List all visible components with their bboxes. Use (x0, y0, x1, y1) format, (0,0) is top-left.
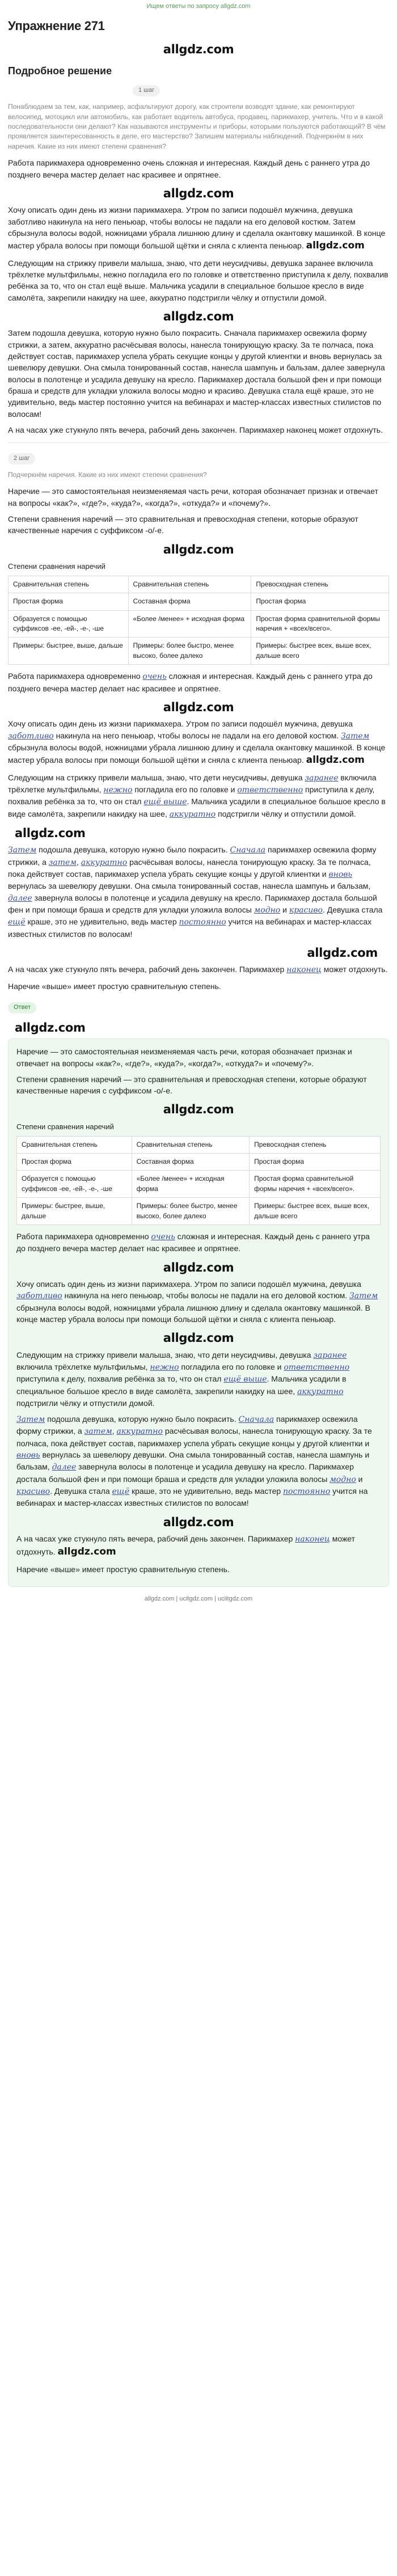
paragraph-text: А на часах уже стукнуло пять вечера, рабочий день закончен. Парикмахер (8, 965, 285, 974)
table-row (9, 593, 389, 610)
paragraph (16, 1349, 381, 1409)
adverb: вновь (16, 1451, 40, 1460)
adverb: Затем (16, 1415, 45, 1425)
task-text: Подчеркнём наречия. Какие из них имеют степени сравнения? (8, 471, 207, 479)
paragraph: Степени сравнения наречий — это сравнительная и превосходная степени, которые образуют качественные наречия с суффиксом -о/-е. (8, 514, 358, 535)
paragraph-text: А на часах уже стукнуло пять вечера, рабочий день закончен. Парикмахер (16, 1534, 293, 1543)
table-cell: «Более /менее» + исходная форма (132, 1171, 249, 1198)
paragraph-text: и (282, 905, 287, 914)
paragraph: Следующим на стрижку привели малыша, знаю, что дети неусидчивы, девушка заранее включила трёхлетке мультфильмы, нежно погладила его по головке и ответственно приступила к делу, похвалив ребёнка за то, что он стал ещё выше. Мальчика усадили в специальное большое кресло в виде самолёта, закрепили накидку на шее, аккуратно подстригли чёлку и отпустили домой. (8, 258, 388, 302)
table-row (17, 1171, 381, 1198)
paragraph-text: сбрызнула волосы водой, ножницами убрала лишнюю длину и сделала окантовку машинкой. В конце мастер убрала волосы при помощи большой щётки и сняла с клиента пеньюар. (16, 1303, 370, 1324)
watermark: allgdz.com (163, 542, 234, 556)
watermark: allgdz.com (163, 310, 234, 323)
paragraph (16, 1533, 381, 1559)
adverb: заботливо (16, 1291, 62, 1301)
adverb: модно (330, 1475, 356, 1484)
table-cell: Примеры: более быстро, менее высоко, более далеко (132, 1198, 249, 1225)
table-cell: Примеры: быстрее всех, выше всех, дальше всего (250, 1198, 381, 1225)
paragraph-text: краше, это не удивительно, ведь мастер (132, 1486, 281, 1496)
table-cell: Сравнительная степень (132, 1136, 249, 1153)
paragraph-text: Хочу описать один день из жизни парикмахера. Утром по записи подошёл мужчина, девушка (8, 719, 353, 729)
paragraph-text: . Девушка стала (322, 905, 383, 914)
table-cell: «Более /менее» + исходная форма (128, 610, 251, 637)
paragraph: Работа парикмахера одновременно очень сложная и интересная. Каждый день с раннего утра до позднего вечера мастер делает нас красивее и опрятнее. (8, 158, 370, 179)
paragraph-text: , (76, 857, 79, 867)
paragraph-text: накинула на него пеньюар, чтобы волосы не падали на его деловой костюм. (56, 730, 339, 740)
paragraph-text: вернулась за шевелюру девушки. Она смыла тонированный состав, нанесла шампунь и бальзам, (8, 881, 371, 891)
adverb: наконец (295, 1534, 330, 1544)
paragraph (8, 718, 389, 767)
adverb: заранее (313, 1350, 347, 1360)
paragraph-text: подстригли чёлку и отпустили домой. (16, 1398, 155, 1408)
adverb: постоянно (283, 1487, 331, 1496)
adverb: красиво (16, 1487, 50, 1496)
adverb: красиво (289, 905, 323, 915)
adverb: очень (142, 672, 167, 682)
adverb: постоянно (179, 918, 226, 927)
page-content (0, 17, 397, 1610)
paragraph-text: включила трёхлетке мультфильмы, (8, 772, 377, 795)
watermark: allgdz.com (15, 1020, 86, 1034)
table-cell: Примеры: более быстро, менее высоко, более далеко (128, 637, 251, 665)
adverb: Сначала (238, 1415, 274, 1425)
paragraph-text: , (112, 1426, 115, 1436)
paragraph: Наречие — это самостоятельная неизменяемая часть речи, которая обозначает признак и отвечает на вопросы «как?», «где?», «куда?», «когда?», «откуда?» и «почему?». (16, 1047, 352, 1068)
table-cell: Сравнительная степень (17, 1136, 132, 1153)
adverb: вновь (328, 870, 353, 880)
answer-badge: Ответ (8, 1002, 36, 1013)
watermark: allgdz.com (163, 1103, 234, 1117)
watermark: allgdz.com (307, 945, 378, 960)
watermark: allgdz.com (57, 1546, 116, 1558)
paragraph-text: и (358, 1474, 363, 1484)
paragraph-text: подошла девушка, которую нужно было покрасить. (39, 845, 228, 855)
paragraph-text: . Мальчика усадили в специальное большое кресло в виде самолёта, закрепили накидку на шее, (16, 1374, 347, 1396)
adverb: затем (84, 1427, 112, 1437)
footer: allgdz.com | ucitgdz.com | uciitgdz.com (144, 1595, 253, 1603)
watermark: allgdz.com (163, 700, 234, 714)
adverb: аккуратно (297, 1387, 344, 1396)
adverb: Сначала (230, 846, 266, 855)
table-row (9, 576, 389, 593)
step-badge: 1 шаг (133, 85, 160, 96)
paragraph (8, 772, 389, 820)
paragraph (8, 670, 389, 694)
table-cell: Сравнительная степень (128, 576, 251, 593)
table-cell: Образуется с помощью суффиксов -ее, -ей-, -е-, -ше (9, 610, 129, 637)
paragraph-text: парикмахер освежила форму стрижки, а (8, 845, 377, 867)
table-cell: Простая форма (17, 1154, 132, 1171)
paragraph-text: подстригли чёлку и отпустили домой. (218, 809, 356, 818)
adverb: далее (52, 1463, 77, 1472)
adverb: Затем (349, 1291, 378, 1301)
adverb: Затем (8, 846, 37, 855)
paragraph-text: Следующим на стрижку привели малыша, знаю, что дети неусидчивы, девушка (16, 1350, 311, 1359)
table-cell: Примеры: быстрее, выше, дальше (9, 637, 129, 665)
adverb: ещё (112, 1487, 130, 1496)
paragraph-text: погладила его по головке и (181, 1362, 282, 1371)
divider (8, 442, 389, 443)
watermark: allgdz.com (163, 1331, 234, 1345)
task-text: Понаблюдаем за тем, как, например, асфальтируют дорогу, как строители возводят здание, как ремонтируют велосипед, мотоцикл или автомобиль, как работает водитель автобуса, продавец, парикмахер, учитель. Что и в какой последовательности они делают? Как называются инструменты и приборы, которыми пользуются работающий? В чём проявляется заинтересованность в деле, его мастерство? Запишем материалы наблюдений. Подчеркнём в них наречия. Какие из них имеют степени сравнения? (8, 103, 386, 150)
adverb: затем (48, 858, 77, 867)
adverb: ещё выше (223, 1375, 267, 1384)
paragraph-text: накинула на него пеньюар, чтобы волосы не падали на его деловой костюм. (64, 1291, 348, 1300)
adverb: нежно (150, 1362, 179, 1372)
table-row (9, 610, 389, 637)
paragraph (8, 964, 389, 975)
paragraph-text: сложная и интересная. Каждый день с раннего утра до позднего вечера мастер делает нас красивее и опрятнее. (8, 672, 373, 693)
paragraph (8, 204, 389, 253)
table-cell: Сравнительная степень (9, 576, 129, 593)
paragraph: А на часах уже стукнуло пять вечера, рабочий день закончен. Парикмахер наконец может отдохнуть. (8, 425, 383, 434)
paragraph-text: может отдохнуть. (323, 965, 388, 974)
adverb: ответственно (237, 786, 303, 795)
paragraph-text: . Мальчика усадили в специальное большое кресло в виде самолёта, закрепили накидку на шее, (8, 797, 386, 818)
adverb: модно (254, 905, 281, 915)
paragraph-text: расчёсывая волосы, нанесла тонирующую краску. За те полчаса, пока действует состав, парикмахер успела убрать секущие концы у другой клиентки и (16, 1426, 372, 1448)
paragraph-text: приступила к делу, похвалив ребёнка за то, что он стал (8, 785, 375, 806)
step-badge: 2 шаг (8, 453, 35, 464)
adverb: ещё (8, 918, 26, 927)
watermark: allgdz.com (15, 826, 86, 840)
paragraph: Степени сравнения наречий — это сравнительная и превосходная степени, которые образуют качественные наречия с суффиксом -о/-е. (16, 1074, 367, 1096)
table-cell: Примеры: быстрее, выше, дальше (17, 1198, 132, 1225)
watermark: allgdz.com (163, 186, 234, 200)
paragraph (16, 1413, 381, 1509)
adverb: далее (8, 893, 32, 903)
paragraph-text: подошла девушка, которую нужно было покрасить. (47, 1414, 236, 1424)
watermark: allgdz.com (163, 1260, 234, 1274)
paragraph-text: сложная и интересная. Каждый день с раннего утра до позднего вечера мастер делает нас красивее и опрятнее. (16, 1232, 370, 1253)
paragraph-text: краше, это не удивительно, ведь мастер (27, 917, 177, 927)
paragraph-text: учится на вебинарах и мастер-классах известных стилистов по волосам! (8, 917, 372, 939)
adverb: наконец (286, 965, 322, 975)
table-cell: Простая форма (251, 593, 389, 610)
paragraph-text: учится на вебинарах и мастер-классах известных стилистов по волосам! (16, 1486, 368, 1508)
paragraph-text: Работа парикмахера одновременно (8, 672, 141, 681)
adverb: очень (151, 1232, 175, 1242)
table-row (17, 1136, 381, 1153)
paragraph-text: Следующим на стрижку привели малыша, знаю, что дети неусидчивы, девушка (8, 772, 303, 782)
adverb: заботливо (8, 731, 54, 741)
watermark: allgdz.com (163, 42, 234, 56)
watermark: allgdz.com (306, 240, 365, 252)
table-title: Степени сравнения наречий (16, 1122, 114, 1131)
paragraph-text: Хочу описать один день из жизни парикмахера. Утром по записи подошёл мужчина, девушка (16, 1279, 361, 1289)
paragraph-text: завернула волосы в полотенце и усадила девушку на кресло. Парикмахер достала большой фен и при помощи браша и средств для укладки уложила волосы (8, 893, 377, 914)
paragraph: Наречие — это самостоятельная неизменяемая часть речи, которая обозначает признак и отвечает на вопросы «как?», «где?», «куда?», «когда?», «откуда?» и «почему?». (8, 487, 378, 508)
footer-link[interactable]: ucitgdz.com (179, 1595, 213, 1603)
adverb: аккуратно (81, 858, 128, 867)
adverb: аккуратно (116, 1427, 163, 1437)
table-cell: Простая форма (9, 593, 129, 610)
page-title: Упражнение 271 (8, 18, 105, 33)
watermark: allgdz.com (306, 754, 365, 766)
table-cell: Простая форма (250, 1154, 381, 1171)
table-cell: Составная форма (128, 593, 251, 610)
adverb: аккуратно (169, 809, 216, 819)
section-title: Подробное решение (8, 65, 112, 77)
footer-link[interactable]: allgdz.com (144, 1595, 175, 1603)
table-cell: Простая форма сравнительной формы наречия + «всех/всего». (251, 610, 389, 637)
table-row (17, 1198, 381, 1225)
table-cell: Составная форма (132, 1154, 249, 1171)
paragraph-text: включила трёхлетке мультфильмы, (16, 1362, 148, 1371)
conclusion: Наречие «выше» имеет простую сравнительную степень. (8, 981, 221, 991)
paragraph-text: приступила к делу, похвалив ребёнка за то, что он стал (16, 1374, 222, 1384)
paragraph-text: вернулась за шевелюру девушки. Она смыла тонированный состав, нанесла шампунь и бальзам, (16, 1450, 370, 1472)
adverb: ответственно (284, 1362, 350, 1372)
adverb: нежно (103, 786, 133, 795)
adverb-degrees-table (16, 1136, 381, 1225)
paragraph (16, 1278, 381, 1325)
paragraph-text: расчёсывая волосы, нанесла тонирующую краску. За те полчаса, пока действует состав, парикмахер успела убрать секущие концы у другой клиентки и (8, 857, 371, 879)
table-cell: Простая форма сравнительной формы наречия + «всех/всего». (250, 1171, 381, 1198)
table-title: Степени сравнения наречий (8, 562, 105, 571)
conclusion: Наречие «выше» имеет простую сравнительную степень. (16, 1564, 230, 1574)
adverb: заранее (305, 773, 339, 783)
table-cell: Образуется с помощью суффиксов -ее, -ей-, -е-, -ше (17, 1171, 132, 1198)
adverb: Затем (341, 731, 370, 741)
paragraph-text: . Девушка стала (50, 1486, 110, 1496)
search-note: Ищем ответы по запросу allgdz.com (146, 3, 251, 10)
table-cell: Превосходная степень (250, 1136, 381, 1153)
paragraph-text: парикмахер освежила форму стрижки, а (16, 1414, 358, 1436)
table-row (17, 1154, 381, 1171)
paragraph (16, 1231, 381, 1255)
table-row (9, 637, 389, 665)
answer-box (8, 1038, 389, 1587)
paragraph-text: может отдохнуть. (16, 1534, 356, 1557)
table-cell: Превосходная степень (251, 576, 389, 593)
paragraph-text: завернула волосы в полотенце и усадила девушку на кресло. Парикмахер достала большой фен и при помощи браша и средств для укладки уложила волосы (16, 1462, 354, 1484)
table-cell: Примеры: быстрее всех, выше всех, дальше всего (251, 637, 389, 665)
adverb: ещё выше (143, 797, 187, 807)
paragraph-text: Работа парикмахера одновременно (16, 1232, 149, 1241)
footer-link[interactable]: uciitgdz.com (218, 1595, 253, 1603)
paragraph-text: сбрызнула волосы водой, ножницами убрала лишнюю длину и сделала окантовку машинкой. В конце мастер убрала волосы при помощи большой щётки и сняла с клиента пеньюар. (8, 742, 386, 765)
adverb-degrees-table (8, 576, 389, 665)
paragraph-text: погладила его по головке и (134, 785, 235, 795)
watermark: allgdz.com (163, 1515, 234, 1529)
paragraph: Затем подошла девушка, которую нужно было покрасить. Сначала парикмахер освежила форму стрижки, а затем, аккуратно расчёсывая волосы, нанесла тонирующую краску. За те полчаса, пока действует состав, парикмахер успела убрать секущие концы у другой клиентки и вновь вернулась за шевелюру девушки. Она смыла тонированный состав, нанесла шампунь и бальзам, далее завернула волосы в полотенце и усадила девушку на кресло. Парикмахер достала большой фен и при помощи браша и средств для укладки уложила волосы модно и красиво. Девушка стала ещё краше, это не удивительно, ведь мастер постоянно учится на вебинарах и мастер-классах известных стилистов по волосам! (8, 328, 385, 419)
paragraph-text: Хочу описать один день из жизни парикмахера. Утром по записи подошёл мужчина, девушка заботливо накинула на него пеньюар, чтобы волосы не падали на его деловой костюм. Затем сбрызнула волосы водой, ножницами убрала лишнюю длину и сделала окантовку машинкой. В конце мастер убрала волосы при помощи большой щётки и сняла с клиента пеньюар. (8, 205, 386, 251)
paragraph (8, 844, 389, 939)
